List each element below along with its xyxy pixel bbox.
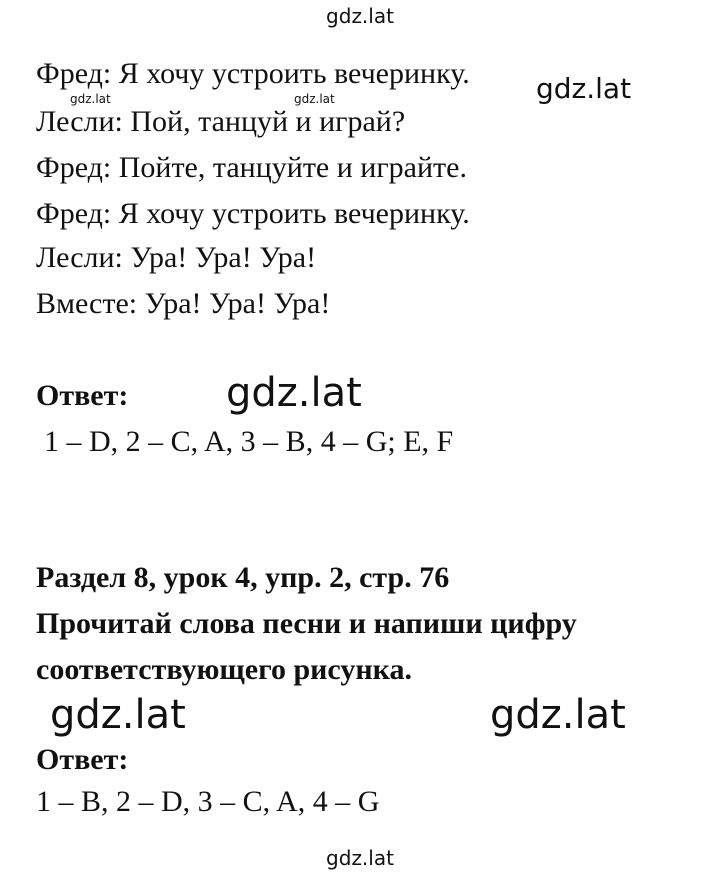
answer-label: Ответ: — [36, 379, 129, 412]
watermark-bottom: gdz.lat — [326, 846, 394, 870]
watermark-lower-right: gdz.lat — [490, 692, 626, 738]
answer-text: 1 – B, 2 – D, 3 – C, A, 4 – G — [36, 785, 380, 818]
section-heading: Раздел 8, урок 4, упр. 2, стр. 76 — [36, 561, 450, 594]
task-instruction-line-1: Прочитай слова песни и напиши цифру — [36, 607, 577, 640]
dialogue-line: Фред: Я хочу устроить вечеринку. — [36, 197, 470, 230]
watermark-header-right: gdz.lat — [536, 72, 632, 105]
dialogue-line: Лесли: Ура! Ура! Ура! — [36, 241, 317, 274]
task-instruction-line-2: соответствующего рисунка. — [36, 653, 412, 686]
watermark-small-2: gdz.lat — [294, 92, 335, 106]
watermark-small-1: gdz.lat — [70, 92, 111, 106]
dialogue-line: Вместе: Ура! Ура! Ура! — [36, 287, 331, 320]
answer-text: 1 – D, 2 – C, A, 3 – B, 4 – G; E, F — [44, 425, 454, 458]
dialogue-line: Фред: Пойте, танцуйте и играйте. — [36, 151, 467, 184]
watermark-top: gdz.lat — [326, 4, 394, 28]
answer-label: Ответ: — [36, 743, 129, 776]
watermark-middle: gdz.lat — [226, 370, 362, 416]
watermark-lower-left: gdz.lat — [50, 692, 186, 738]
dialogue-line: Лесли: Пой, танцуй и играй? — [36, 105, 406, 138]
dialogue-line: Фред: Я хочу устроить вечеринку. — [36, 57, 470, 90]
